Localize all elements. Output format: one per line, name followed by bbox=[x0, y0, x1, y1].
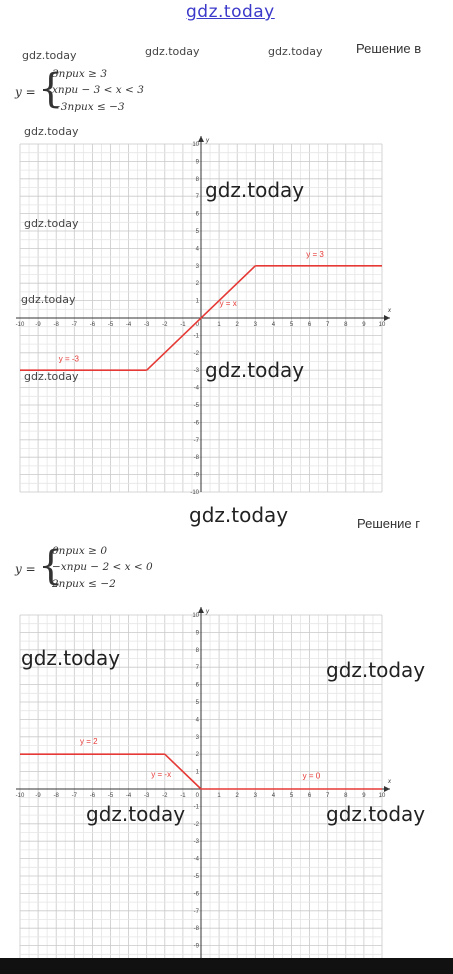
x-tick-label: 7 bbox=[326, 322, 330, 328]
watermark: gdz.today bbox=[24, 217, 79, 230]
y-tick-label: -3 bbox=[193, 839, 199, 846]
y-tick-label: -7 bbox=[193, 908, 199, 915]
x-tick-label: 10 bbox=[378, 793, 386, 799]
series-annotation: y = x bbox=[219, 298, 237, 308]
origin-label: 0 bbox=[195, 322, 199, 328]
watermark: gdz.today bbox=[268, 45, 323, 58]
series-annotation: y = -3 bbox=[58, 354, 79, 364]
x-tick-label: -5 bbox=[107, 322, 114, 328]
formula-lhs: y = bbox=[15, 85, 36, 99]
formula-brace: { bbox=[38, 66, 64, 112]
y-tick-label: -9 bbox=[193, 472, 199, 479]
x-tick-label: -1 bbox=[180, 793, 186, 799]
y-tick-label: 10 bbox=[192, 142, 199, 148]
x-tick-label: 3 bbox=[253, 793, 257, 799]
formula-case: xпри − 3 < x < 3 bbox=[52, 84, 144, 96]
watermark: gdz.today bbox=[145, 45, 200, 58]
watermark: gdz.today bbox=[189, 503, 289, 527]
piecewise-formula-g bbox=[0, 538, 453, 598]
y-tick-label: 8 bbox=[195, 647, 199, 654]
x-tick-label: 6 bbox=[307, 793, 312, 799]
x-tick-label: 5 bbox=[289, 322, 294, 328]
y-tick-label: -4 bbox=[193, 856, 199, 863]
y-tick-label: 6 bbox=[195, 682, 199, 689]
x-tick-label: 2 bbox=[235, 793, 239, 799]
watermark: gdz.today bbox=[326, 802, 426, 826]
x-tick-label: -7 bbox=[71, 793, 77, 799]
y-tick-label: -6 bbox=[193, 420, 199, 427]
y-tick-label: 1 bbox=[195, 298, 199, 305]
series-annotation: y = -x bbox=[151, 769, 172, 779]
watermark: gdz.today bbox=[24, 125, 79, 138]
x-tick-label: -10 bbox=[15, 793, 25, 799]
y-tick-label: 2 bbox=[195, 281, 199, 288]
x-tick-label: 4 bbox=[271, 793, 276, 799]
x-tick-label: -3 bbox=[144, 322, 150, 328]
x-tick-label: 9 bbox=[362, 793, 366, 799]
y-tick-label: -9 bbox=[193, 943, 199, 950]
x-axis-label: x bbox=[388, 779, 391, 785]
formula-case: −xпри − 2 < x < 0 bbox=[52, 561, 153, 573]
formula-case: −3приx ≤ −3 bbox=[52, 101, 125, 113]
x-tick-label: -6 bbox=[89, 793, 96, 799]
y-tick-label: 7 bbox=[195, 194, 199, 201]
y-tick-label: -8 bbox=[193, 926, 199, 933]
y-tick-label: 2 bbox=[195, 752, 199, 759]
y-tick-label: 4 bbox=[195, 717, 199, 724]
x-tick-label: -9 bbox=[35, 322, 41, 328]
y-tick-label: 10 bbox=[192, 613, 199, 619]
bottom-bar bbox=[0, 958, 453, 974]
section-heading-g: Решение г bbox=[357, 516, 421, 531]
y-tick-label: 9 bbox=[195, 630, 199, 637]
formula-lhs: y = bbox=[15, 562, 36, 576]
chart-graph-v bbox=[0, 118, 453, 498]
x-tick-label: 9 bbox=[362, 322, 366, 328]
series-annotation: y = 0 bbox=[302, 771, 321, 781]
x-tick-label: 6 bbox=[307, 322, 312, 328]
y-tick-label: 8 bbox=[195, 176, 199, 183]
watermark: gdz.today bbox=[22, 49, 77, 62]
y-tick-label: 6 bbox=[195, 211, 199, 218]
x-axis-arrow bbox=[384, 315, 390, 321]
formula-case: 2приx ≤ −2 bbox=[52, 578, 116, 590]
y-tick-label: -2 bbox=[193, 350, 199, 357]
x-tick-label: -10 bbox=[15, 322, 25, 328]
watermark: gdz.today bbox=[21, 293, 76, 306]
x-tick-label: -2 bbox=[162, 322, 168, 328]
x-tick-label: 8 bbox=[344, 793, 348, 799]
x-tick-label: 8 bbox=[344, 322, 348, 328]
y-tick-label: 4 bbox=[195, 246, 199, 253]
x-tick-label: -9 bbox=[35, 793, 41, 799]
y-axis-label: y bbox=[206, 609, 209, 615]
x-tick-label: 4 bbox=[271, 322, 276, 328]
y-tick-label: 1 bbox=[195, 769, 199, 776]
x-tick-label: -6 bbox=[89, 322, 96, 328]
x-axis-label: x bbox=[388, 308, 391, 314]
y-tick-label: -8 bbox=[193, 455, 199, 462]
y-tick-label: -7 bbox=[193, 437, 199, 444]
y-axis-label: y bbox=[206, 138, 209, 144]
section-heading-v: Решение в bbox=[356, 41, 422, 56]
y-tick-label: -5 bbox=[193, 403, 199, 409]
y-tick-label: -4 bbox=[193, 385, 199, 392]
x-tick-label: -2 bbox=[162, 793, 168, 799]
watermark: gdz.today bbox=[21, 646, 121, 670]
y-tick-label: -6 bbox=[193, 891, 199, 898]
origin-label: 0 bbox=[195, 793, 199, 799]
y-tick-label: 7 bbox=[195, 665, 199, 672]
x-tick-label: -7 bbox=[71, 322, 77, 328]
x-tick-label: 5 bbox=[289, 793, 294, 799]
y-tick-label: 5 bbox=[195, 229, 199, 235]
formula-brace: { bbox=[38, 543, 64, 589]
series-annotation: y = 3 bbox=[306, 250, 324, 260]
y-tick-label: 3 bbox=[195, 263, 199, 270]
watermark-top: gdz.today bbox=[186, 2, 275, 22]
y-tick-label: -1 bbox=[193, 333, 199, 340]
y-tick-label: -5 bbox=[193, 874, 199, 880]
x-tick-label: 3 bbox=[253, 322, 257, 328]
piecewise-formula-v bbox=[0, 62, 453, 122]
x-tick-label: 1 bbox=[217, 793, 221, 799]
x-tick-label: -8 bbox=[53, 793, 59, 799]
y-tick-label: -2 bbox=[193, 821, 199, 828]
watermark: gdz.today bbox=[205, 178, 305, 202]
watermark: gdz.today bbox=[326, 658, 426, 682]
x-tick-label: -4 bbox=[125, 322, 132, 328]
x-tick-label: 1 bbox=[217, 322, 221, 328]
y-tick-label: -10 bbox=[190, 490, 199, 496]
y-tick-label: -3 bbox=[193, 368, 199, 375]
y-tick-label: -1 bbox=[193, 804, 199, 811]
x-tick-label: 2 bbox=[235, 322, 239, 328]
x-tick-label: -3 bbox=[144, 793, 150, 799]
y-tick-label: 5 bbox=[195, 700, 199, 706]
watermark: gdz.today bbox=[24, 370, 79, 383]
series-annotation: y = 2 bbox=[79, 736, 98, 746]
y-tick-label: 9 bbox=[195, 159, 199, 166]
x-tick-label: -5 bbox=[107, 793, 114, 799]
x-tick-label: -4 bbox=[125, 793, 132, 799]
x-tick-label: 7 bbox=[326, 793, 330, 799]
watermark: gdz.today bbox=[205, 358, 305, 382]
x-tick-label: 10 bbox=[378, 322, 386, 328]
x-tick-label: -1 bbox=[180, 322, 186, 328]
watermark: gdz.today bbox=[86, 802, 186, 826]
x-tick-label: -8 bbox=[53, 322, 59, 328]
y-tick-label: 3 bbox=[195, 734, 199, 741]
formula-case: 0приx ≥ 0 bbox=[52, 545, 108, 557]
formula-case: 3приx ≥ 3 bbox=[52, 68, 108, 80]
x-axis-arrow bbox=[384, 786, 390, 792]
